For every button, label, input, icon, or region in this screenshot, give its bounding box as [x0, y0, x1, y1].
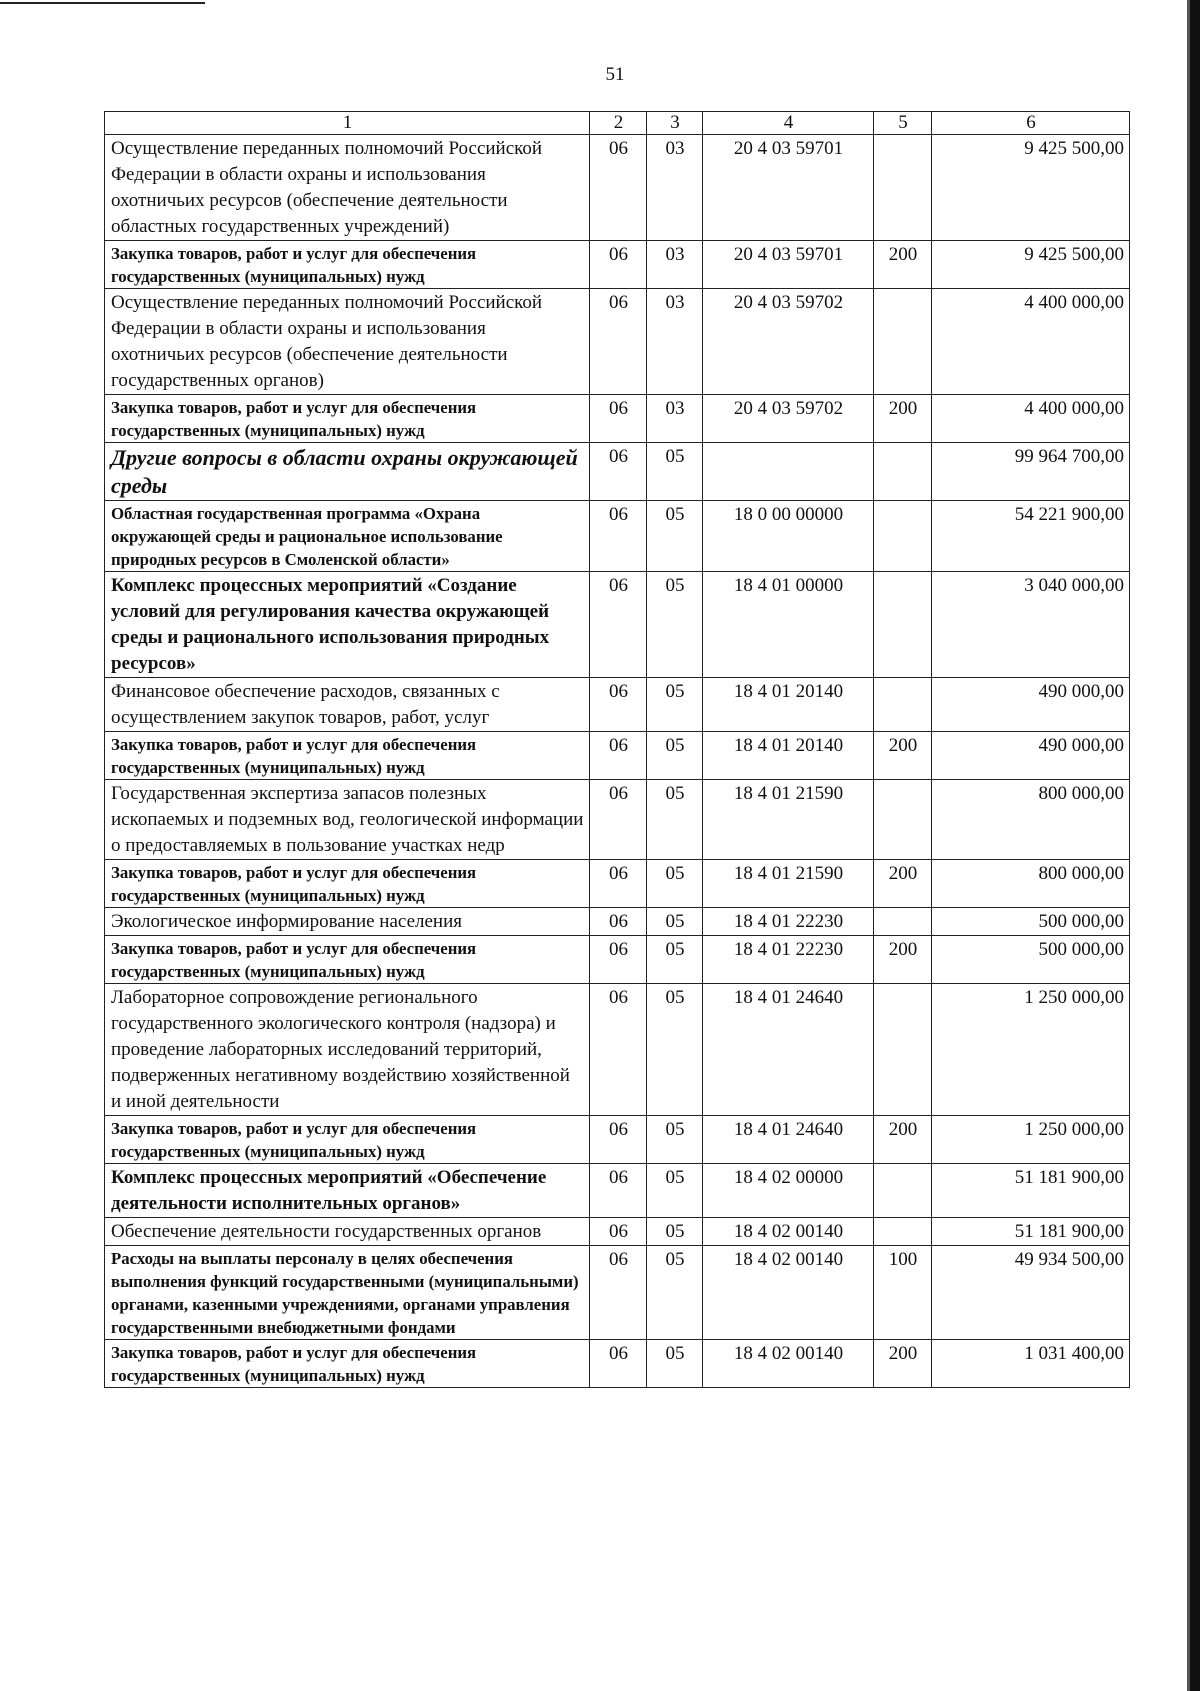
subsection-code-cell: 05 [647, 732, 703, 780]
item-name-cell: Другие вопросы в области охраны окружающей среды [105, 443, 590, 501]
target-article-cell: 18 4 01 20140 [703, 678, 874, 732]
table-row [105, 1246, 1130, 1340]
expense-type-cell [874, 984, 932, 1116]
subsection-code-cell: 05 [647, 1164, 703, 1218]
amount-cell: 500 000,00 [932, 908, 1130, 936]
target-article-cell: 18 4 01 24640 [703, 1116, 874, 1164]
budget-table [104, 111, 1130, 1388]
scan-artifact-edge [1190, 0, 1200, 1691]
section-code-cell: 06 [590, 1340, 647, 1388]
amount-cell: 49 934 500,00 [932, 1246, 1130, 1340]
item-name-cell: Экологическое информирование населения [105, 908, 590, 936]
target-article-cell: 18 4 02 00140 [703, 1246, 874, 1340]
table-row [105, 780, 1130, 860]
table-row [105, 1218, 1130, 1246]
subsection-code-cell: 05 [647, 780, 703, 860]
header-cell: 5 [874, 112, 932, 135]
amount-cell: 1 250 000,00 [932, 1116, 1130, 1164]
amount-cell: 490 000,00 [932, 732, 1130, 780]
subsection-code-cell: 05 [647, 1218, 703, 1246]
amount-cell: 9 425 500,00 [932, 135, 1130, 241]
target-article-cell [703, 443, 874, 501]
item-name-cell: Областная государственная программа «Охрана окружающей среды и рациональное использование природных ресурсов в Смоленской области» [105, 501, 590, 572]
item-name-cell: Финансовое обеспечение расходов, связанных с осуществлением закупок товаров, работ, услуг [105, 678, 590, 732]
target-article-cell: 18 4 02 00000 [703, 1164, 874, 1218]
table-row [105, 501, 1130, 572]
target-article-cell: 18 0 00 00000 [703, 501, 874, 572]
amount-cell: 1 031 400,00 [932, 1340, 1130, 1388]
header-cell: 1 [105, 112, 590, 135]
item-name-cell: Комплекс процессных мероприятий «Создание условий для регулирования качества окружающей среды и рационального использования природных ресурсов» [105, 572, 590, 678]
amount-cell: 54 221 900,00 [932, 501, 1130, 572]
expense-type-cell [874, 780, 932, 860]
table-row [105, 936, 1130, 984]
section-code-cell: 06 [590, 395, 647, 443]
subsection-code-cell: 05 [647, 1340, 703, 1388]
header-cell: 2 [590, 112, 647, 135]
table-row [105, 678, 1130, 732]
target-article-cell: 20 4 03 59702 [703, 289, 874, 395]
expense-type-cell [874, 1164, 932, 1218]
section-code-cell: 06 [590, 860, 647, 908]
target-article-cell: 18 4 01 22230 [703, 936, 874, 984]
item-name-cell: Закупка товаров, работ и услуг для обеспечения государственных (муниципальных) нужд [105, 1340, 590, 1388]
table-row [105, 241, 1130, 289]
expense-type-cell [874, 135, 932, 241]
amount-cell: 1 250 000,00 [932, 984, 1130, 1116]
table-header-row [105, 112, 1130, 135]
table-row [105, 1164, 1130, 1218]
amount-cell: 4 400 000,00 [932, 395, 1130, 443]
expense-type-cell: 100 [874, 1246, 932, 1340]
item-name-cell: Закупка товаров, работ и услуг для обеспечения государственных (муниципальных) нужд [105, 732, 590, 780]
table-row [105, 1340, 1130, 1388]
amount-cell: 800 000,00 [932, 860, 1130, 908]
section-code-cell: 06 [590, 241, 647, 289]
table-row [105, 135, 1130, 241]
item-name-cell: Закупка товаров, работ и услуг для обеспечения государственных (муниципальных) нужд [105, 936, 590, 984]
section-code-cell: 06 [590, 1246, 647, 1340]
section-code-cell: 06 [590, 501, 647, 572]
item-name-cell: Закупка товаров, работ и услуг для обеспечения государственных (муниципальных) нужд [105, 860, 590, 908]
table-row [105, 289, 1130, 395]
table-row [105, 572, 1130, 678]
item-name-cell: Закупка товаров, работ и услуг для обеспечения государственных (муниципальных) нужд [105, 241, 590, 289]
section-code-cell: 06 [590, 289, 647, 395]
expense-type-cell: 200 [874, 1340, 932, 1388]
subsection-code-cell: 05 [647, 908, 703, 936]
section-code-cell: 06 [590, 908, 647, 936]
subsection-code-cell: 05 [647, 936, 703, 984]
item-name-cell: Осуществление переданных полномочий Российской Федерации в области охраны и использования охотничьих ресурсов (обеспечение деятельности областных государственных учреждений) [105, 135, 590, 241]
item-name-cell: Закупка товаров, работ и услуг для обеспечения государственных (муниципальных) нужд [105, 395, 590, 443]
subsection-code-cell: 05 [647, 443, 703, 501]
section-code-cell: 06 [590, 984, 647, 1116]
amount-cell: 500 000,00 [932, 936, 1130, 984]
amount-cell: 51 181 900,00 [932, 1164, 1130, 1218]
expense-type-cell [874, 1218, 932, 1246]
target-article-cell: 20 4 03 59701 [703, 135, 874, 241]
table-row [105, 860, 1130, 908]
section-code-cell: 06 [590, 135, 647, 241]
subsection-code-cell: 03 [647, 135, 703, 241]
expense-type-cell: 200 [874, 860, 932, 908]
subsection-code-cell: 05 [647, 1116, 703, 1164]
item-name-cell: Осуществление переданных полномочий Российской Федерации в области охраны и использования охотничьих ресурсов (обеспечение деятельности государственных органов) [105, 289, 590, 395]
subsection-code-cell: 05 [647, 678, 703, 732]
section-code-cell: 06 [590, 936, 647, 984]
table-row [105, 908, 1130, 936]
section-code-cell: 06 [590, 678, 647, 732]
section-code-cell: 06 [590, 443, 647, 501]
expense-type-cell [874, 908, 932, 936]
page-number: 51 [605, 64, 625, 85]
subsection-code-cell: 05 [647, 860, 703, 908]
section-code-cell: 06 [590, 1164, 647, 1218]
item-name-cell: Лабораторное сопровождение регионального государственного экологического контроля (надзора) и проведение лабораторных исследований территорий, подверженных негативному воздействию хозяйственной и иной деятельности [105, 984, 590, 1116]
target-article-cell: 18 4 01 24640 [703, 984, 874, 1116]
target-article-cell: 20 4 03 59702 [703, 395, 874, 443]
target-article-cell: 18 4 02 00140 [703, 1340, 874, 1388]
amount-cell: 3 040 000,00 [932, 572, 1130, 678]
amount-cell: 800 000,00 [932, 780, 1130, 860]
target-article-cell: 18 4 01 00000 [703, 572, 874, 678]
section-code-cell: 06 [590, 1218, 647, 1246]
section-code-cell: 06 [590, 1116, 647, 1164]
target-article-cell: 20 4 03 59701 [703, 241, 874, 289]
subsection-code-cell: 05 [647, 984, 703, 1116]
expense-type-cell [874, 501, 932, 572]
section-code-cell: 06 [590, 572, 647, 678]
subsection-code-cell: 05 [647, 1246, 703, 1340]
target-article-cell: 18 4 02 00140 [703, 1218, 874, 1246]
table-row [105, 984, 1130, 1116]
table-row [105, 1116, 1130, 1164]
item-name-cell: Расходы на выплаты персоналу в целях обеспечения выполнения функций государственными (муниципальными) органами, казенными учреждениями, органами управления государственными внебюджетными фондами [105, 1246, 590, 1340]
target-article-cell: 18 4 01 21590 [703, 780, 874, 860]
header-cell: 6 [932, 112, 1130, 135]
header-cell: 3 [647, 112, 703, 135]
item-name-cell: Комплекс процессных мероприятий «Обеспечение деятельности исполнительных органов» [105, 1164, 590, 1218]
table-row [105, 443, 1130, 501]
expense-type-cell: 200 [874, 395, 932, 443]
subsection-code-cell: 03 [647, 241, 703, 289]
section-code-cell: 06 [590, 780, 647, 860]
expense-type-cell: 200 [874, 732, 932, 780]
amount-cell: 4 400 000,00 [932, 289, 1130, 395]
amount-cell: 9 425 500,00 [932, 241, 1130, 289]
scan-artifact-line [0, 2, 205, 4]
subsection-code-cell: 03 [647, 289, 703, 395]
subsection-code-cell: 05 [647, 572, 703, 678]
target-article-cell: 18 4 01 21590 [703, 860, 874, 908]
expense-type-cell [874, 443, 932, 501]
amount-cell: 490 000,00 [932, 678, 1130, 732]
table-body [105, 112, 1130, 1388]
expense-type-cell [874, 678, 932, 732]
subsection-code-cell: 03 [647, 395, 703, 443]
expense-type-cell [874, 572, 932, 678]
target-article-cell: 18 4 01 20140 [703, 732, 874, 780]
item-name-cell: Государственная экспертиза запасов полезных ископаемых и подземных вод, геологической информации о предоставляемых в пользование участках недр [105, 780, 590, 860]
item-name-cell: Обеспечение деятельности государственных органов [105, 1218, 590, 1246]
header-cell: 4 [703, 112, 874, 135]
expense-type-cell: 200 [874, 936, 932, 984]
expense-type-cell: 200 [874, 241, 932, 289]
section-code-cell: 06 [590, 732, 647, 780]
expense-type-cell [874, 289, 932, 395]
item-name-cell: Закупка товаров, работ и услуг для обеспечения государственных (муниципальных) нужд [105, 1116, 590, 1164]
target-article-cell: 18 4 01 22230 [703, 908, 874, 936]
table-row [105, 732, 1130, 780]
table-row [105, 395, 1130, 443]
amount-cell: 99 964 700,00 [932, 443, 1130, 501]
expense-type-cell: 200 [874, 1116, 932, 1164]
amount-cell: 51 181 900,00 [932, 1218, 1130, 1246]
subsection-code-cell: 05 [647, 501, 703, 572]
